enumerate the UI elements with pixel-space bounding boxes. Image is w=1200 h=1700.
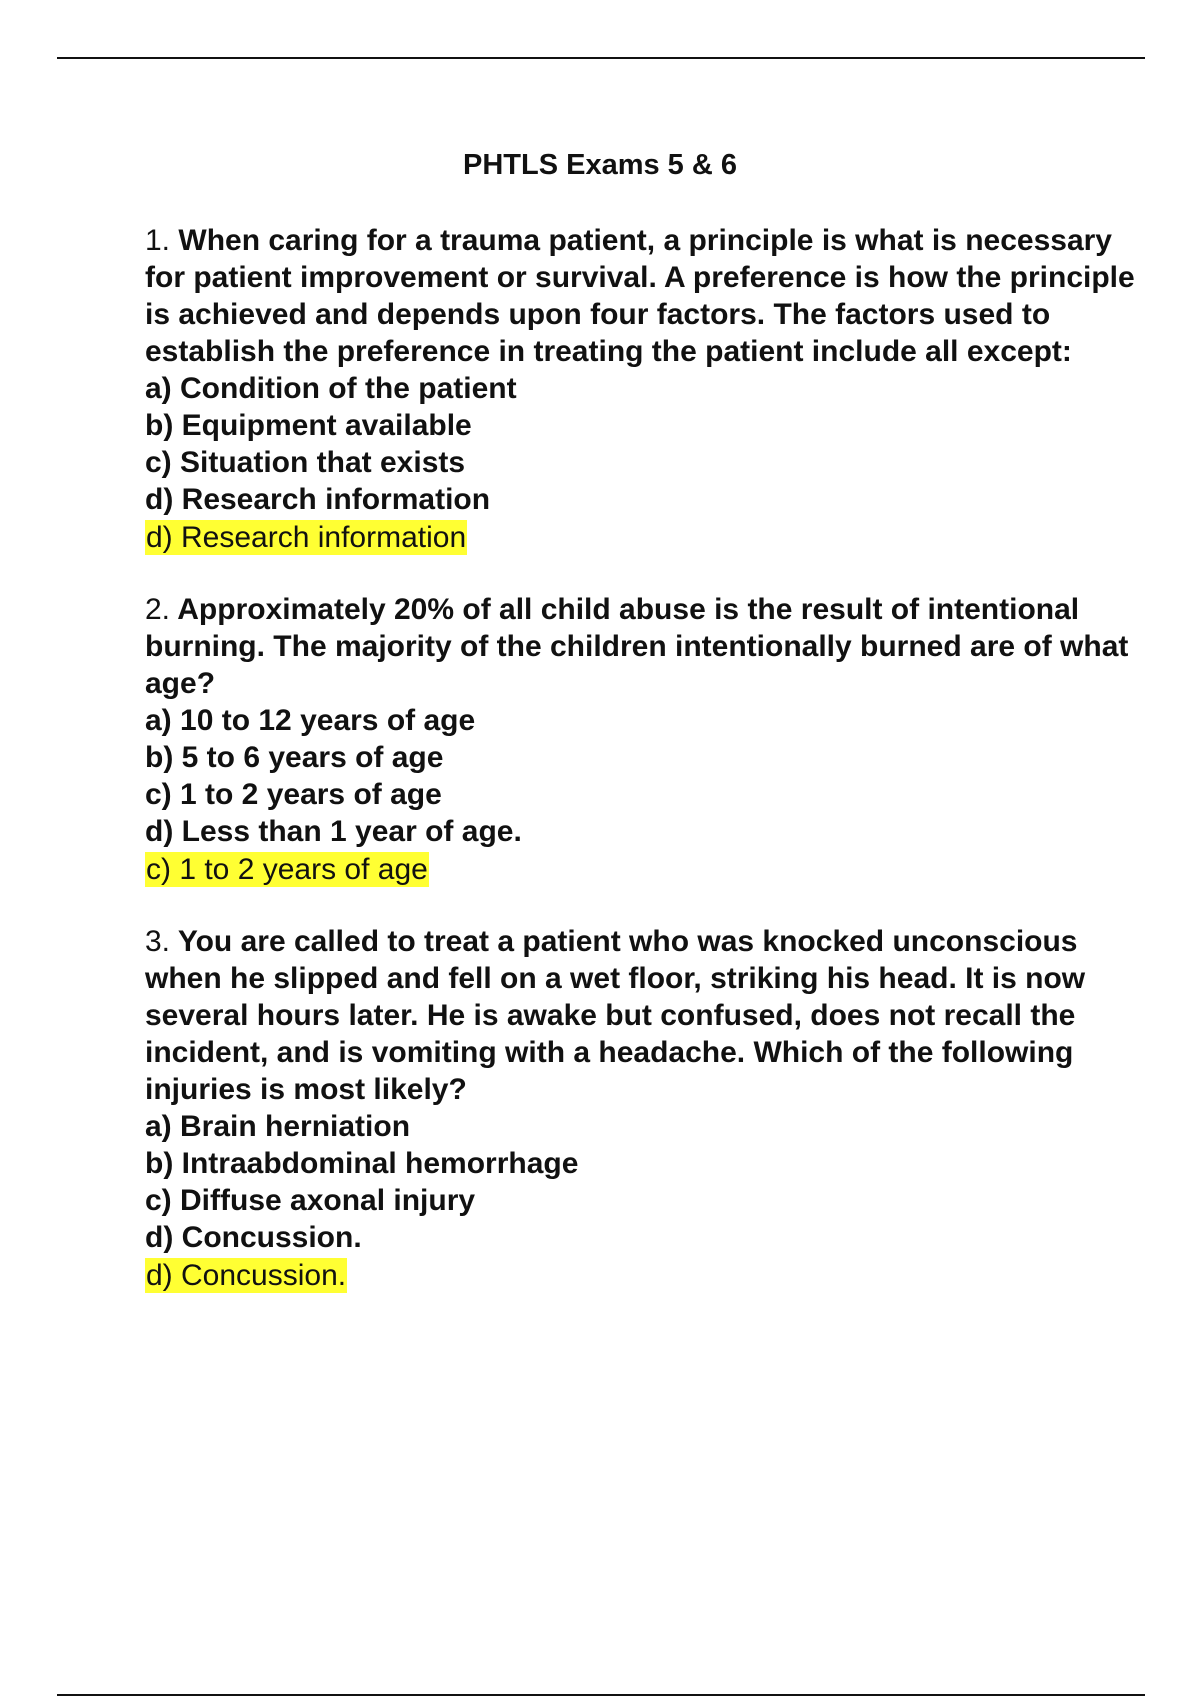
option-d: d) Less than 1 year of age. [145, 815, 522, 848]
option-d: d) Concussion. [145, 1221, 362, 1254]
bottom-rule [57, 1694, 1145, 1696]
question-2 [145, 591, 1155, 887]
option-b: b) 5 to 6 years of age [145, 741, 444, 774]
option-a: a) Condition of the patient [145, 372, 517, 405]
question-1 [145, 222, 1155, 555]
question-text [145, 923, 1155, 1108]
question-list [145, 222, 1155, 1329]
option-b: b) Intraabdominal hemorrhage [145, 1147, 579, 1180]
option-c: c) Diffuse axonal injury [145, 1184, 476, 1217]
question-text [145, 222, 1155, 370]
question-number: 2. [145, 593, 171, 626]
question-body: Approximately 20% of all child abuse is the result of intentional burning. The majority of the children intentionally burned are of what age? [145, 593, 1129, 700]
option-list [145, 370, 1155, 518]
option-list [145, 702, 1155, 850]
highlighted-answer: d) Research information [146, 521, 467, 554]
option-a: a) Brain herniation [145, 1110, 411, 1143]
option-a: a) 10 to 12 years of age [145, 704, 476, 737]
option-list [145, 1108, 1155, 1256]
option-c: c) 1 to 2 years of age [145, 778, 442, 811]
question-body: When caring for a trauma patient, a principle is what is necessary for patient improvement or survival. A preference is how the principle is achieved and depends upon four factors. The factors used to establish the preference in treating the patient include all except: [145, 224, 1135, 368]
highlighted-answer: d) Concussion. [146, 1259, 347, 1292]
question-body: You are called to treat a patient who was knocked unconscious when he slipped and fell on a wet floor, striking his head. It is now several hours later. He is awake but confused, does not recall the incident, and is vomiting with a headache. Which of the following injuries is most likely? [145, 925, 1086, 1106]
question-number: 1. [145, 224, 171, 257]
question-number: 3. [145, 925, 171, 958]
question-text [145, 591, 1155, 702]
page-title: PHTLS Exams 5 & 6 [463, 149, 737, 181]
highlighted-answer: c) 1 to 2 years of age [146, 853, 428, 886]
option-d: d) Research information [145, 483, 491, 516]
top-rule [57, 57, 1145, 59]
option-b: b) Equipment available [145, 409, 472, 442]
question-3 [145, 923, 1155, 1293]
option-c: c) Situation that exists [145, 446, 466, 479]
